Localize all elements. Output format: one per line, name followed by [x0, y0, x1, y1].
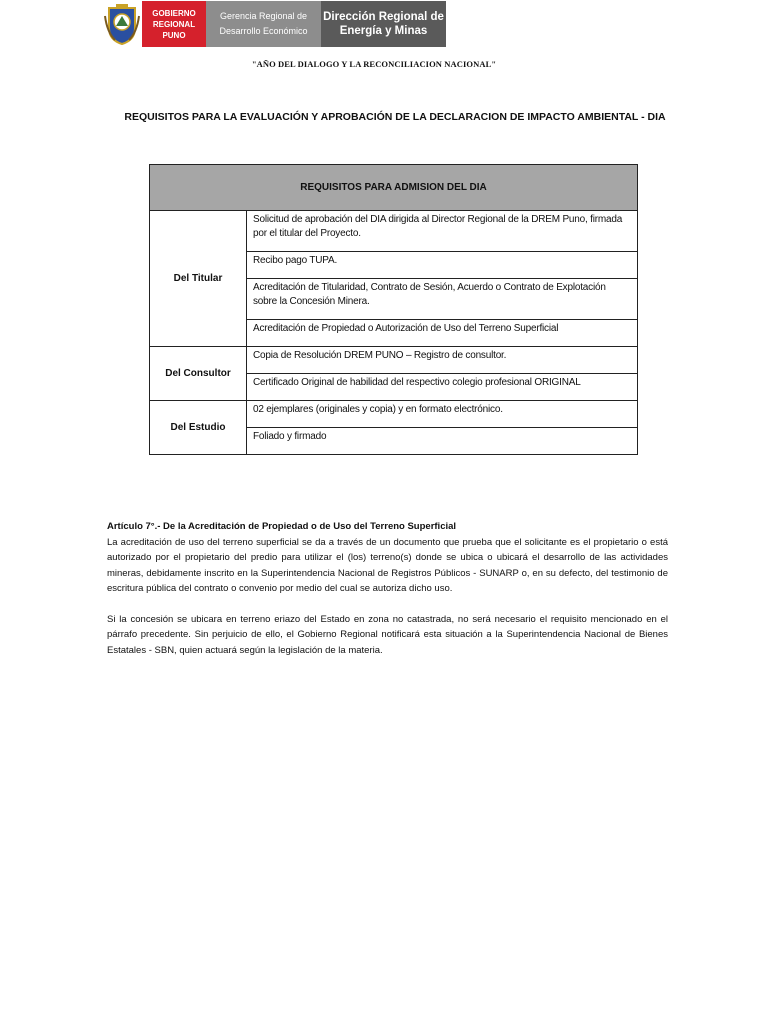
- gobierno-regional-block: [142, 1, 206, 47]
- group-label-titular: Del Titular: [150, 211, 247, 347]
- requirement-item: Recibo pago TUPA.: [247, 252, 638, 279]
- requirement-item: Copia de Resolución DREM PUNO – Registro de consultor.: [247, 347, 638, 374]
- gov-line-1: GOBIERNO: [152, 8, 196, 18]
- requirement-item: Acreditación de Propiedad o Autorización de Uso del Terreno Superficial: [247, 320, 638, 347]
- group-label-estudio: Del Estudio: [150, 401, 247, 455]
- article-section: [107, 519, 668, 658]
- seal-emblem-icon: [102, 1, 142, 47]
- table-row: [150, 347, 638, 374]
- requirement-item: Solicitud de aprobación del DIA dirigida al Director Regional de la DREM Puno, firmada por el titular del Proyecto.: [247, 211, 638, 252]
- direccion-line-2: Energía y Minas: [339, 25, 428, 37]
- table-header-row: [150, 165, 638, 211]
- year-motto: "AÑO DEL DIALOGO Y LA RECONCILIACION NACIONAL": [251, 59, 497, 69]
- article-heading: Artículo 7°.- De la Acreditación de Propiedad o de Uso del Terreno Superficial: [107, 521, 457, 532]
- requirement-item: 02 ejemplares (originales y copia) y en formato electrónico.: [247, 401, 638, 428]
- gerencia-line-1: Gerencia Regional de: [219, 11, 308, 21]
- requirement-item: Certificado Original de habilidad del respectivo colegio profesional ORIGINAL: [247, 374, 638, 401]
- table-header: REQUISITOS PARA ADMISION DEL DIA: [150, 165, 638, 211]
- header-banner: [102, 1, 446, 47]
- table-row: [150, 211, 638, 252]
- requirement-item: Acreditación de Titularidad, Contrato de Sesión, Acuerdo o Contrato de Explotación sobre la Concesión Minera.: [247, 279, 638, 320]
- direccion-line-1: Dirección Regional de: [323, 11, 444, 23]
- direccion-block: [321, 1, 446, 47]
- gerencia-line-2: Desarrollo Económico: [219, 26, 308, 36]
- document-title: REQUISITOS PARA LA EVALUACIÓN Y APROBACIÓN DE LA DECLARACION DE IMPACTO AMBIENTAL - DIA: [124, 111, 666, 123]
- requirements-table: [149, 164, 638, 455]
- group-label-consultor: Del Consultor: [150, 347, 247, 401]
- requirement-item: Foliado y firmado: [247, 428, 638, 455]
- gerencia-block: [206, 1, 321, 47]
- gov-line-2: REGIONAL PUNO: [152, 19, 196, 40]
- article-paragraph: La acreditación de uso del terreno superficial se da a través de un documento que prueba que el solicitante es el propietario o está autorizado por el propietario del predio para utilizar el (los) terreno(s) donde se ubica o ubicará el desarrollo de las actividades mineras, debidamente inscrito en la Superintendencia Nacional de Registros Públicos - SUNARP o, en su defecto, del testimonio de escritura pública del contrato o convenio por medio del cual se autoriza dicho uso.: [107, 536, 668, 594]
- article-paragraph: Si la concesión se ubicara en terreno eriazo del Estado en zona no catastrada, no será necesario el requisito mencionado en el párrafo precedente. Sin perjuicio de ello, el Gobierno Regional notificará esta situación a la Superintendencia Nacional de Bienes Estatales - SBN, quien actuará según la legislación de la materia.: [107, 613, 668, 656]
- table-row: [150, 401, 638, 428]
